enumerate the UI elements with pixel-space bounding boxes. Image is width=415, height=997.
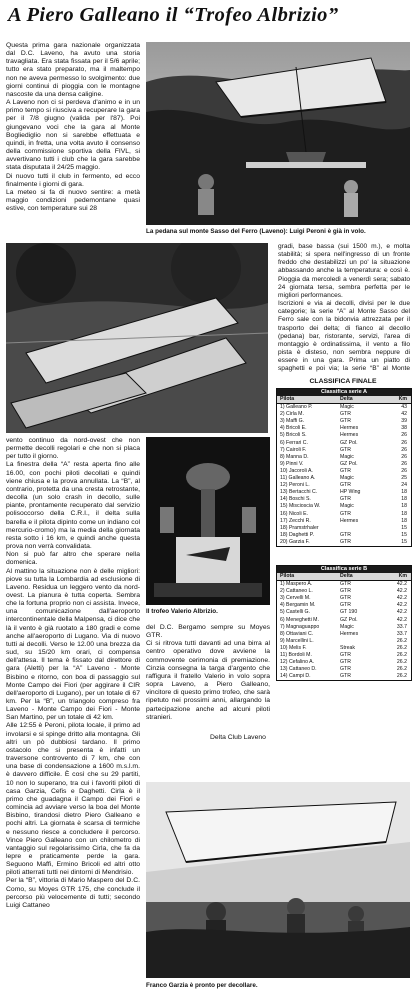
cell-pilota: 2) Cirla M. <box>280 411 304 418</box>
classifica-finale-label: CLASSIFICA FINALE <box>309 378 377 385</box>
table-serie-a <box>276 388 412 547</box>
cell-delta: GZ Pol. <box>340 460 358 467</box>
table-row <box>277 624 411 631</box>
cell-delta: Streak <box>340 644 355 651</box>
cell-delta: Magic <box>340 404 354 411</box>
photo-launch-ramp <box>146 42 410 225</box>
table-row <box>277 511 411 518</box>
cell-pilota: 8) Ottaviani C. <box>280 630 314 637</box>
table-serie-a-header <box>277 396 411 404</box>
cell-delta: Magic <box>340 623 354 630</box>
cell-pilota: 9) Pinni V. <box>280 460 304 467</box>
cell-km: 26.2 <box>396 637 407 644</box>
table-row <box>277 482 411 489</box>
cell-km: 26.2 <box>396 666 407 673</box>
header-pilota: Pilota <box>280 396 295 402</box>
cell-km: 42.2 <box>396 602 407 609</box>
table-row <box>277 432 411 439</box>
header-km: Km <box>398 573 407 579</box>
cell-pilota: 4) Bricoli E. <box>280 425 307 432</box>
cell-km: 18 <box>401 496 407 503</box>
cell-pilota: 12) Peroni L. <box>280 482 310 489</box>
cell-km: 42.2 <box>396 595 407 602</box>
cell-km: 26.2 <box>396 644 407 651</box>
cell-pilota: 18) Daghetti P. <box>280 531 314 538</box>
photo-trophy <box>146 437 270 605</box>
table-row <box>277 411 411 418</box>
table-serie-b <box>276 565 412 681</box>
cell-km: 42.2 <box>396 588 407 595</box>
cell-delta: GTR <box>340 588 351 595</box>
photo-forest-gliders <box>6 243 268 433</box>
cell-pilota: 9) Marcellini L. <box>280 637 314 644</box>
table-row <box>277 673 411 680</box>
table-row <box>277 404 411 411</box>
table-row <box>277 588 411 595</box>
cell-pilota: 8) Manna D. <box>280 453 309 460</box>
cell-km: 26 <box>401 446 407 453</box>
table-row <box>277 617 411 624</box>
cell-pilota: 6) Ferrari C. <box>280 439 308 446</box>
table-row <box>277 638 411 645</box>
cell-km: 33.7 <box>396 623 407 630</box>
cell-delta <box>338 525 385 532</box>
table-serie-a-title: Classifica serie A <box>277 389 411 396</box>
table-row <box>277 609 411 616</box>
table-serie-a-body <box>277 404 411 546</box>
cell-pilota: 1) Maspero A. <box>280 581 313 588</box>
header-delta: Delta <box>340 396 353 402</box>
cell-delta: GTR <box>340 418 351 425</box>
launch-ramp-image <box>146 42 410 225</box>
cell-delta: Magic <box>340 475 354 482</box>
cell-pilota: 20) Garzia F. <box>280 538 310 545</box>
table-row <box>277 475 411 482</box>
table-row <box>277 666 411 673</box>
table-row <box>277 581 411 588</box>
caption-garzia: Franco Garzia è pronto per decollare. <box>146 982 258 989</box>
cell-delta: GTR <box>340 659 351 666</box>
header-pilota: Pilota <box>280 573 295 579</box>
cell-delta: GTR <box>340 581 351 588</box>
cell-delta: HP Wing <box>340 489 361 496</box>
header-delta: Delta <box>340 573 353 579</box>
cell-km: 26 <box>401 460 407 467</box>
caption-trophy: Il trofeo Valerio Albrizio. <box>146 608 218 615</box>
table-serie-b-header <box>277 573 411 581</box>
cell-pilota: 2) Cattaneo L. <box>280 588 313 595</box>
cell-delta: GTR <box>340 666 351 673</box>
cell-pilota: 3) Maffi G. <box>280 418 305 425</box>
cell-pilota: 4) Bergamin M. <box>280 602 316 609</box>
cell-delta: GTR <box>340 496 351 503</box>
cell-km: 26 <box>401 467 407 474</box>
cell-pilota: 14) Boschi S. <box>280 496 311 503</box>
cell-km: 15 <box>401 531 407 538</box>
table-row <box>277 602 411 609</box>
cell-km: 25 <box>401 475 407 482</box>
cell-km: 26 <box>401 432 407 439</box>
cell-km: 42.2 <box>396 609 407 616</box>
table-row <box>277 440 411 447</box>
photo-garzia <box>146 782 410 978</box>
signature: Delta Club Laveno <box>210 734 266 741</box>
cell-delta: GTR <box>340 482 351 489</box>
article-text-race: vento continuo da nord-ovest che non permette decolli regolari e che non si placa per tutto il giorno. La finestra della “A” resta aperta fino alle 16.00, con pochi piloti decollati e quindi viene chiusa e la prova annullata. La “B”, al contrario, protetta da una cresta retrostante, decolla (un solo crash in decollo, sulle piante, prontamente recuperato dal servizio polisoccorso della C.R.I., il delta sulla barella e il pilota dipinto come un indiano col mercurio-cromo) ma la media della giornata resta sotto i 16 km, e quindi anche questa prova non verrà convalidata. Non si può far altro che sperare nella domenica. Al mattino la situazione non è delle migliori: piove su tutta la Lombardia ad esclusione di Laveno. Residua un leggero vento da nord-ovest. La pianura è tutta coperta. Sembra che la fortuna proprio non ci assista. Invece, una comunicazione dall'aeroporto intercontinentale della Malpensa, ci dice che là il vento è già ruotato a 180 gradi e come anche all'aeroporto di Lugano. Via di nuovo tutti ai decolli. Verso le 12.00 una brezza da sud, su 15/20 km orari, ci compensa dell'attesa. Il tema è fissato dal direttore di gara (Aletti) per la “A” Laveno - Monte Bisbino e ritorno, con boa di passaggio sul Monte Campo dei Fiori (per aggirare il CIR dell'aeroporto di Lugano), per un totale di 67 km. Per la “B”, un triangolo compreso fra Laveno - Monte Campo dei Fiori - Monte San Martino, per un totale di 42 km. Alle 12:55 è Peroni, pilota locale, il primo ad involarsi e si spinge dritto alla montagna. Gli altri un pò dubbiosi tardano. Il primo ostacolo che si presenta è infatti un traversone controvento di 7 km, che con una base di condensazione a 1600 m.s.l.m. è davvero difficile. È così che su 29 partiti, 10 non lo superano, tra cui i favoriti piloti di casa Garzia, Cefis e Daghetti. Cirla è il primo che guadagna il Campo dei Fiori e comincia ad avviare verso la boa del Monte Bisbino, tirandosi dietro Piero Galleano e pochi altri. La giornata è scarsa di termiche e nessuno riesce a concludere il percorso. Vince Piero Galleano con un chilometro di vantaggio sul regolarissimo Cirla, che fa da lepre e praticamente perde la gara. Seguono Maffi, Ermino Bricoli ed altri otto piloti atterrati tutti nei dintorni di Mendrisio. Per la “B”, vittoria di Mario Maspero del D.C. Como, su Moyes GTR 175, che conclude il percorso più velocemente di tutti; secondo Luigi Cattaneo <box>6 437 140 909</box>
cell-pilota: 11) Galleano A. <box>280 475 316 482</box>
cell-pilota: 13) Bertacchi C. <box>280 489 318 496</box>
cell-delta: GTR <box>340 673 351 680</box>
cell-km: 38 <box>401 425 407 432</box>
cell-pilota: 10) Jacoroli A. <box>280 467 313 474</box>
garzia-image <box>146 782 410 978</box>
cell-pilota: 6) Meneghetti M. <box>280 616 319 623</box>
cell-delta: GTR <box>340 538 351 545</box>
cell-delta: GTR <box>340 531 351 538</box>
cell-km: 18 <box>401 489 407 496</box>
cell-pilota: 14) Campi D. <box>280 673 311 680</box>
article-text-intro: Questa prima gara nazionale organizzata dal D.C. Laveno, ha avuto una storia travagliata. Era stata fissata per il 5/6 aprile; tutto era stato preparato, ma il maltempo non ne aveva permesso lo svolgimento: due giorni continui di pioggia con le montagne nascoste da una densa caligine. A Laveno non ci si perdeva d'animo e in un primo tempo si riusciva a recuperare la gara per il 7/8 giugno (valida per l'87). Poi giungevano voci che la gara al Monte Bogliediglio non si sarebbe effettuata e quindi, in fretta, una volta avuto il consenso della commissione sportiva della FIVL, si avvertivano tutti i club che la gara sarebbe stata disputata il 24/25 maggio. Di nuovo tutti il club in fermento, ed ecco finalmente i giorni di gara. La meteo si fa di nuovo sentire: a metà maggio condizioni pedemontane quasi estive, con temperature sui 28 <box>6 42 140 213</box>
article-text-weather: gradi, base bassa (sui 1500 m.), e molta stabilità; si spera nell'ingresso di un fronte freddo che destabilizzi un po' la situazione abbassando anche la temperatura: e così è. Pioggia da mercoledì a venerdì sera; sabato 24 giornata tersa, sembra perfetta per le migliori performances. Iscrizioni e via ai decolli, divisi per le due categorie; la serie “A” al Monte Sasso del Ferro sale con la bidonvia attrezzata per il trasporto dei delta; di fianco al decollo (pedana) bar, ristorante, servizi, l'area di montaggio è ordinatissima, il vento a filo pista è disteso, non sembra neppure di essere in una gara. Prima un piatto di spaghetti e poi via; la serie “B” al Monte <box>278 243 410 373</box>
table-row <box>277 425 411 432</box>
cell-delta: GTR <box>340 411 351 418</box>
cell-km: 33.7 <box>396 630 407 637</box>
cell-km: 39 <box>401 418 407 425</box>
table-row <box>277 595 411 602</box>
caption-launch-ramp: La pedana sul monte Sasso del Ferro (Laveno): Luigi Peroni è già in volo. <box>146 228 366 235</box>
cell-km: 42.2 <box>396 581 407 588</box>
table-row <box>277 518 411 525</box>
cell-km: 42.2 <box>396 616 407 623</box>
table-row <box>277 525 411 532</box>
table-serie-b-body <box>277 581 411 680</box>
cell-delta: Hermes <box>340 425 359 432</box>
cell-pilota: 18) Pramstrhaler <box>280 524 319 531</box>
cell-km: 18 <box>401 517 407 524</box>
table-row <box>277 461 411 468</box>
table-row <box>277 489 411 496</box>
cell-delta: Magic <box>340 503 354 510</box>
cell-km: 42 <box>401 411 407 418</box>
cell-pilota: 13) Cattaneo D. <box>280 666 317 673</box>
cell-delta: GTR <box>340 467 351 474</box>
table-row <box>277 659 411 666</box>
cell-pilota: 7) Magnaguappo <box>280 623 320 630</box>
cell-pilota: 5) Bricoli S. <box>280 432 307 439</box>
cell-pilota: 10) Melis F. <box>280 644 307 651</box>
cell-km: 26 <box>401 439 407 446</box>
cell-pilota: 12) Cefalino A. <box>280 659 315 666</box>
cell-pilota: 16) Nicoli E. <box>280 510 308 517</box>
table-row <box>277 645 411 652</box>
table-row <box>277 532 411 539</box>
cell-km: 26.2 <box>396 673 407 680</box>
table-row <box>277 631 411 638</box>
cell-delta: GZ Pol. <box>340 439 358 446</box>
table-row <box>277 468 411 475</box>
cell-delta: GT 190 <box>340 609 358 616</box>
table-row <box>277 454 411 461</box>
cell-delta: Hermes <box>340 630 359 637</box>
article-text-ceremony: del D.C. Bergamo sempre su Moyes GTR. Ci si ritrova tutti davanti ad una birra al centro operativo dove avviene la commovente cerimonia di premiazione. Cinzia consegna la targa d'argento che raffigura il fratello Valerio in volo sopra sopra Laveno, a Piero Galleano, vincitore di questo primo trofeo, che sarà ripetuto nei prossimi anni, allargando la partecipazione anche ad alcuni piloti stranieri. <box>146 624 270 721</box>
cell-km: 26.2 <box>396 659 407 666</box>
cell-delta: GTR <box>340 595 351 602</box>
cell-km: 26 <box>401 453 407 460</box>
cell-km: 26.2 <box>396 652 407 659</box>
cell-km: 43 <box>401 404 407 411</box>
cell-delta: GTR <box>340 602 351 609</box>
cell-delta: Magic <box>340 453 354 460</box>
cell-pilota: 5) Castelli G. <box>280 609 310 616</box>
cell-pilota: 15) Miscioscia W. <box>280 503 321 510</box>
cell-pilota: 3) Cervelli M. <box>280 595 311 602</box>
table-row <box>277 418 411 425</box>
header-km: Km <box>398 396 407 402</box>
cell-delta: GZ Pol. <box>340 616 358 623</box>
cell-delta: GTR <box>340 446 351 453</box>
cell-pilota: 1) Galleano P. <box>280 404 313 411</box>
article-title: A Piero Galleano il “Trofeo Albrizio” <box>8 4 339 26</box>
cell-km: 24 <box>401 482 407 489</box>
trophy-image <box>146 437 270 605</box>
cell-delta: GTR <box>340 652 351 659</box>
table-row <box>277 539 411 546</box>
table-row <box>277 503 411 510</box>
cell-pilota: 11) Bordoli M. <box>280 652 312 659</box>
cell-delta: Hermes <box>340 432 359 439</box>
cell-delta <box>338 638 385 645</box>
cell-km: 15 <box>401 524 407 531</box>
cell-km: 15 <box>401 538 407 545</box>
table-row <box>277 496 411 503</box>
cell-delta: Hermes <box>340 517 359 524</box>
forest-gliders-image <box>6 243 268 433</box>
table-row <box>277 447 411 454</box>
cell-pilota: 17) Zecchi R. <box>280 517 311 524</box>
table-row <box>277 652 411 659</box>
cell-km: 18 <box>401 510 407 517</box>
table-serie-b-title: Classifica serie B <box>277 566 411 573</box>
cell-pilota: 7) Cairoli F. <box>280 446 307 453</box>
cell-delta: GTR <box>340 510 351 517</box>
cell-km: 18 <box>401 503 407 510</box>
